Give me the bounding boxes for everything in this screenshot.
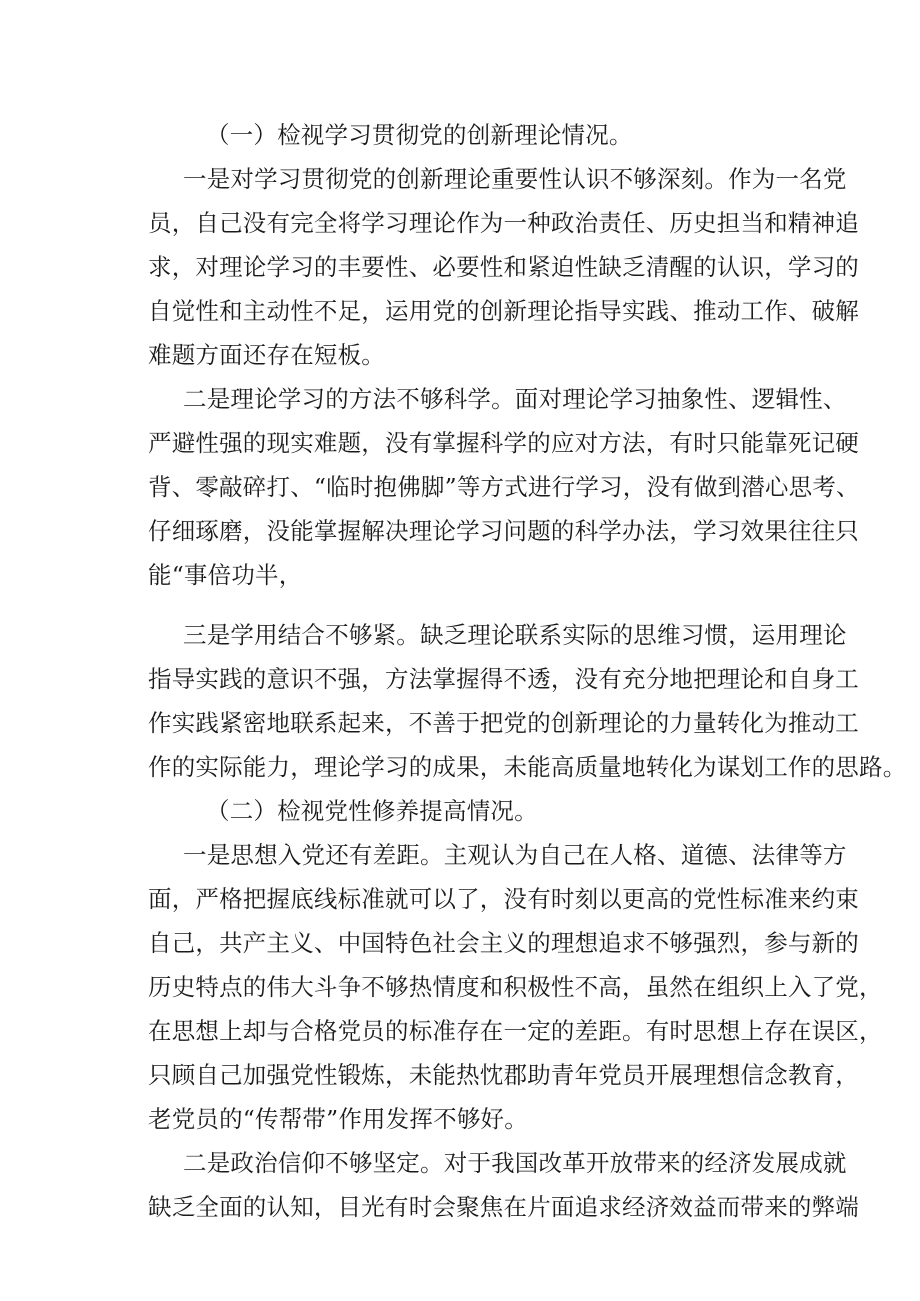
paragraph-line: 缺乏全面的认知，目光有时会聚焦在片面追求经济效益而带来的弊端 <box>148 1193 859 1221</box>
paragraph-line: 背、零敲碎打、“临时抱佛脚”等方式进行学习，没有做到潜心思考、 <box>148 473 860 501</box>
paragraph-line: 面，严格把握底线标准就可以了，没有时刻以更高的党性标准来约束 <box>148 885 859 913</box>
paragraph-line: 难题方面还存在短板。 <box>148 341 385 369</box>
section-heading-2: （二）检视党性修养提高情况。 <box>206 797 538 825</box>
paragraph-line: 自觉性和主动性不足，运用党的创新理论指导实践、推动工作、破解 <box>148 297 859 325</box>
paragraph-line: 自己，共产主义、中国特色社会主义的理想追求不够强烈，参与新的 <box>148 929 859 957</box>
paragraph-line: 一是思想入党还有差距。主观认为自己在人格、道德、法律等方 <box>183 841 847 869</box>
paragraph-line: 作的实际能力，理论学习的成果，未能高质量地转化为谋划工作的思路。 <box>148 753 907 781</box>
paragraph-line: 能“事倍功半， <box>148 561 303 589</box>
section-heading-1: （一）检视学习贯彻党的创新理论情况。 <box>206 121 633 149</box>
paragraph-1 <box>148 157 859 377</box>
paragraph-line: 指导实践的意识不强，方法掌握得不透，没有充分地把理论和自身工 <box>148 665 859 693</box>
paragraph-5 <box>148 1141 859 1229</box>
paragraph-line: 三是学用结合不够紧。缺乏理论联系实际的思维习惯，运用理论 <box>183 621 847 649</box>
paragraph-gap <box>148 597 798 613</box>
paragraph-line: 二是政治信仰不够坚定。对于我国改革开放带来的经济发展成就 <box>183 1149 847 1177</box>
paragraph-line: 在思想上却与合格党员的标准存在一定的差距。有时思想上存在误区， <box>148 1017 883 1045</box>
paragraph-2 <box>148 377 860 597</box>
paragraph-line: 一是对学习贯彻党的创新理论重要性认识不够深刻。作为一名党 <box>183 165 847 193</box>
paragraph-3 <box>148 613 907 789</box>
paragraph-line: 求，对理论学习的丰要性、必要性和紧迫性缺乏清醒的认识，学习的 <box>148 253 859 281</box>
document-page <box>148 113 907 1229</box>
paragraph-line: 作实践紧密地联系起来，不善于把党的创新理论的力量转化为推动工 <box>148 709 859 737</box>
paragraph-line: 老党员的“传帮带”作用发挥不够好。 <box>148 1105 528 1133</box>
paragraph-line: 只顾自己加强党性锻炼，未能热忱郡助青年党员开展理想信念教育， <box>148 1061 859 1089</box>
paragraph-line: 仔细琢磨，没能掌握解决理论学习问题的科学办法，学习效果往往只 <box>148 517 859 545</box>
paragraph-line: 二是理论学习的方法不够科学。面对理论学习抽象性、逻辑性、 <box>183 385 847 413</box>
paragraph-line: 严避性强的现实难题，没有掌握科学的应对方法，有时只能靠死记硬 <box>148 429 859 457</box>
paragraph-line: 历史特点的伟大斗争不够热情度和积极性不高，虽然在组织上入了党， <box>148 973 883 1001</box>
paragraph-4 <box>148 833 883 1141</box>
paragraph-line: 员，自己没有完全将学习理论作为一种政治责任、历史担当和精神追 <box>148 209 859 237</box>
